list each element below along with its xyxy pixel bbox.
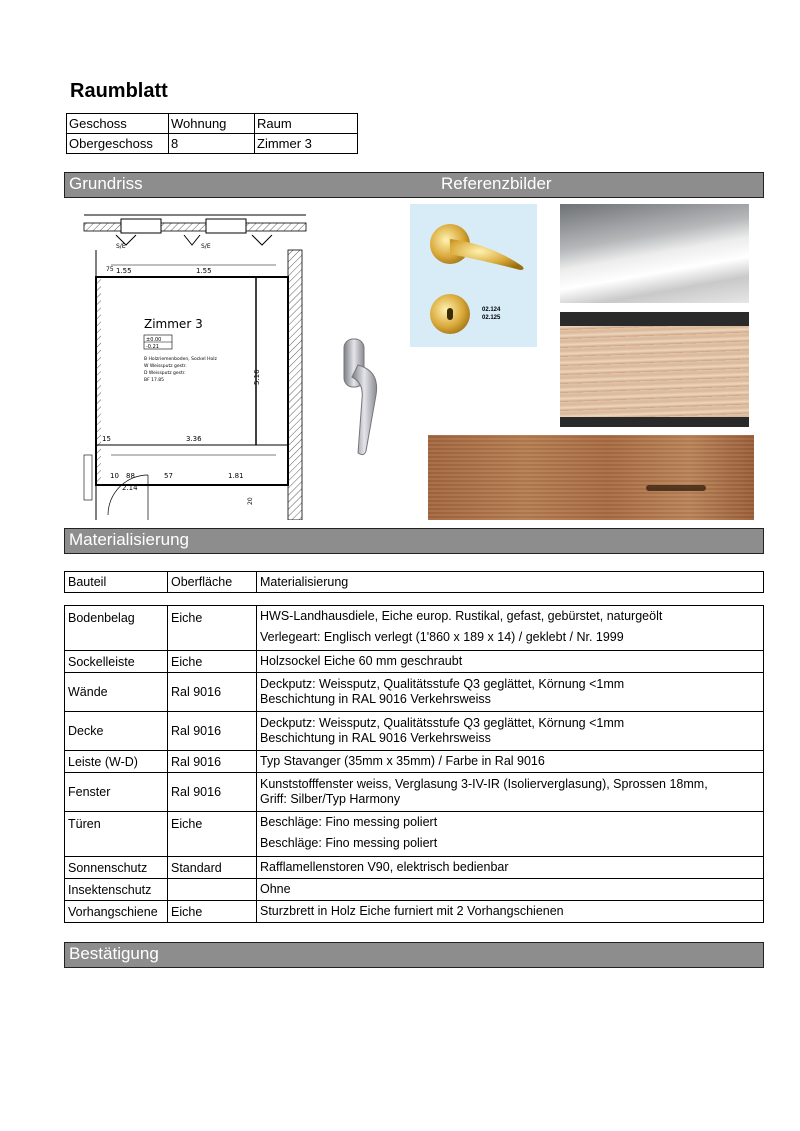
- row-oberflaeche: Eiche: [168, 901, 257, 923]
- row-oberflaeche: Ral 9016: [168, 712, 257, 751]
- column-header-materialisierung: Materialisierung: [257, 572, 764, 593]
- handle-code-2: 02.125: [482, 315, 501, 321]
- plan-se-1: S/E: [116, 243, 126, 250]
- window-handle-image: [336, 335, 392, 459]
- column-header-bauteil: Bauteil: [65, 572, 168, 593]
- row-material-line: Kunststofffenster weiss, Verglasung 3-IV-IR (Isolierverglasung), Sprossen 18mm,: [260, 777, 708, 791]
- table-row: [65, 879, 764, 901]
- oak-skirting-photo: [560, 312, 749, 427]
- row-bauteil: Türen: [65, 812, 168, 857]
- section-title-bestaetigung: Bestätigung: [69, 944, 159, 963]
- row-oberflaeche: Eiche: [168, 812, 257, 857]
- oak-floor-photo: [428, 435, 754, 520]
- section-bar-grundriss: [64, 172, 764, 198]
- row-material-line: Griff: Silber/Typ Harmony: [260, 792, 401, 806]
- plan-note-b: B Holzriemenboden, Sockel Holz: [144, 357, 217, 362]
- row-oberflaeche: Eiche: [168, 606, 257, 651]
- row-material-line: Rafflamellenstoren V90, elektrisch bedienbar: [260, 860, 509, 874]
- plan-dim-6: 15: [102, 435, 111, 443]
- column-header-oberflaeche: Oberfläche: [168, 572, 257, 593]
- table-row: [65, 812, 764, 857]
- plan-note-w: W Weissputz gestr.: [144, 364, 187, 369]
- material-table-header: [64, 571, 764, 593]
- row-material-line: Deckputz: Weissputz, Qualitätsstufe Q3 geglättet, Körnung <1mm: [260, 677, 625, 691]
- row-bauteil: Wände: [65, 673, 168, 712]
- plan-dim-5: 5.16: [253, 369, 261, 385]
- plan-level-1: ±0.00: [146, 337, 162, 343]
- plan-dim-8: 2.14: [122, 484, 138, 492]
- plan-note-bf: BF 17.85: [144, 378, 164, 383]
- row-oberflaeche: [168, 879, 257, 901]
- table-row: [65, 773, 764, 812]
- page-title: Raumblatt: [70, 80, 168, 102]
- material-table: [64, 605, 764, 923]
- handle-code-1: 02.124: [482, 307, 501, 313]
- ceiling-moulding-photo: [560, 204, 749, 303]
- info-value-wohnung: 8: [169, 134, 255, 154]
- row-material-line: Sturzbrett in Holz Eiche furniert mit 2 Vorhangschienen: [260, 904, 564, 918]
- row-material-line: Ohne: [260, 882, 291, 896]
- section-title-grundriss: Grundriss: [69, 174, 143, 193]
- row-material-line: Beschichtung in RAL 9016 Verkehrsweiss: [260, 731, 491, 745]
- row-bauteil: Insektenschutz: [65, 879, 168, 901]
- row-oberflaeche: Ral 9016: [168, 773, 257, 812]
- plan-note-d: D Weissputz gestr.: [144, 371, 186, 376]
- row-material-line: Deckputz: Weissputz, Qualitätsstufe Q3 geglättet, Körnung <1mm: [260, 716, 625, 730]
- row-bauteil: Leiste (W-D): [65, 751, 168, 773]
- row-oberflaeche: Ral 9016: [168, 751, 257, 773]
- plan-dim-1: 1.55: [116, 267, 132, 275]
- room-info-table: [66, 113, 358, 154]
- row-bauteil: Sonnenschutz: [65, 857, 168, 879]
- row-material-line: Beschläge: Fino messing poliert: [260, 815, 438, 829]
- floor-plan: [76, 205, 308, 520]
- plan-level-2: -0.21: [146, 344, 159, 350]
- plan-dim-10: 10: [110, 472, 119, 480]
- row-bauteil: Decke: [65, 712, 168, 751]
- section-bar-materialisierung: [64, 528, 764, 554]
- plan-dim-7: 57: [164, 472, 173, 480]
- row-bauteil: Fenster: [65, 773, 168, 812]
- row-material-line: Verlegeart: Englisch verlegt (1'860 x 189 x 14) / geklebt / Nr. 1999: [260, 630, 624, 644]
- door-handle-photo: [410, 204, 537, 347]
- table-row: [65, 673, 764, 712]
- row-material-line: Beschläge: Fino messing poliert: [260, 836, 438, 850]
- table-row: [65, 712, 764, 751]
- row-material-line: HWS-Landhausdiele, Eiche europ. Rustikal, gefast, gebürstet, naturgeölt: [260, 609, 663, 623]
- row-material-line: Typ Stavanger (35mm x 35mm) / Farbe in Ral 9016: [260, 754, 545, 768]
- plan-dim-12: 20: [247, 497, 254, 505]
- plan-dim-11: 75: [106, 266, 114, 273]
- section-title-materialisierung: Materialisierung: [69, 530, 189, 549]
- info-value-geschoss: Obergeschoss: [67, 134, 169, 154]
- plan-room-name: Zimmer 3: [144, 317, 203, 331]
- row-oberflaeche: Eiche: [168, 651, 257, 673]
- info-header-geschoss: Geschoss: [67, 114, 169, 134]
- info-value-raum: Zimmer 3: [255, 134, 358, 154]
- table-row: [65, 751, 764, 773]
- table-row: [65, 651, 764, 673]
- row-bauteil: Sockelleiste: [65, 651, 168, 673]
- info-header-wohnung: Wohnung: [169, 114, 255, 134]
- row-material-line: Holzsockel Eiche 60 mm geschraubt: [260, 654, 463, 668]
- info-header-raum: Raum: [255, 114, 358, 134]
- table-row: [65, 857, 764, 879]
- row-material-line: Beschichtung in RAL 9016 Verkehrsweiss: [260, 692, 491, 706]
- plan-se-2: S/E: [201, 243, 211, 250]
- row-bauteil: Bodenbelag: [65, 606, 168, 651]
- plan-dim-4: 1.81: [228, 472, 244, 480]
- plan-dim-9: 88: [126, 472, 135, 480]
- plan-dim-3: 3.36: [186, 435, 202, 443]
- row-bauteil: Vorhangschiene: [65, 901, 168, 923]
- plan-dim-2: 1.55: [196, 267, 212, 275]
- section-bar-bestaetigung: [64, 942, 764, 968]
- row-oberflaeche: Standard: [168, 857, 257, 879]
- table-row: [65, 901, 764, 923]
- row-oberflaeche: Ral 9016: [168, 673, 257, 712]
- table-row: [65, 606, 764, 651]
- section-title-referenzbilder: Referenzbilder: [441, 174, 552, 193]
